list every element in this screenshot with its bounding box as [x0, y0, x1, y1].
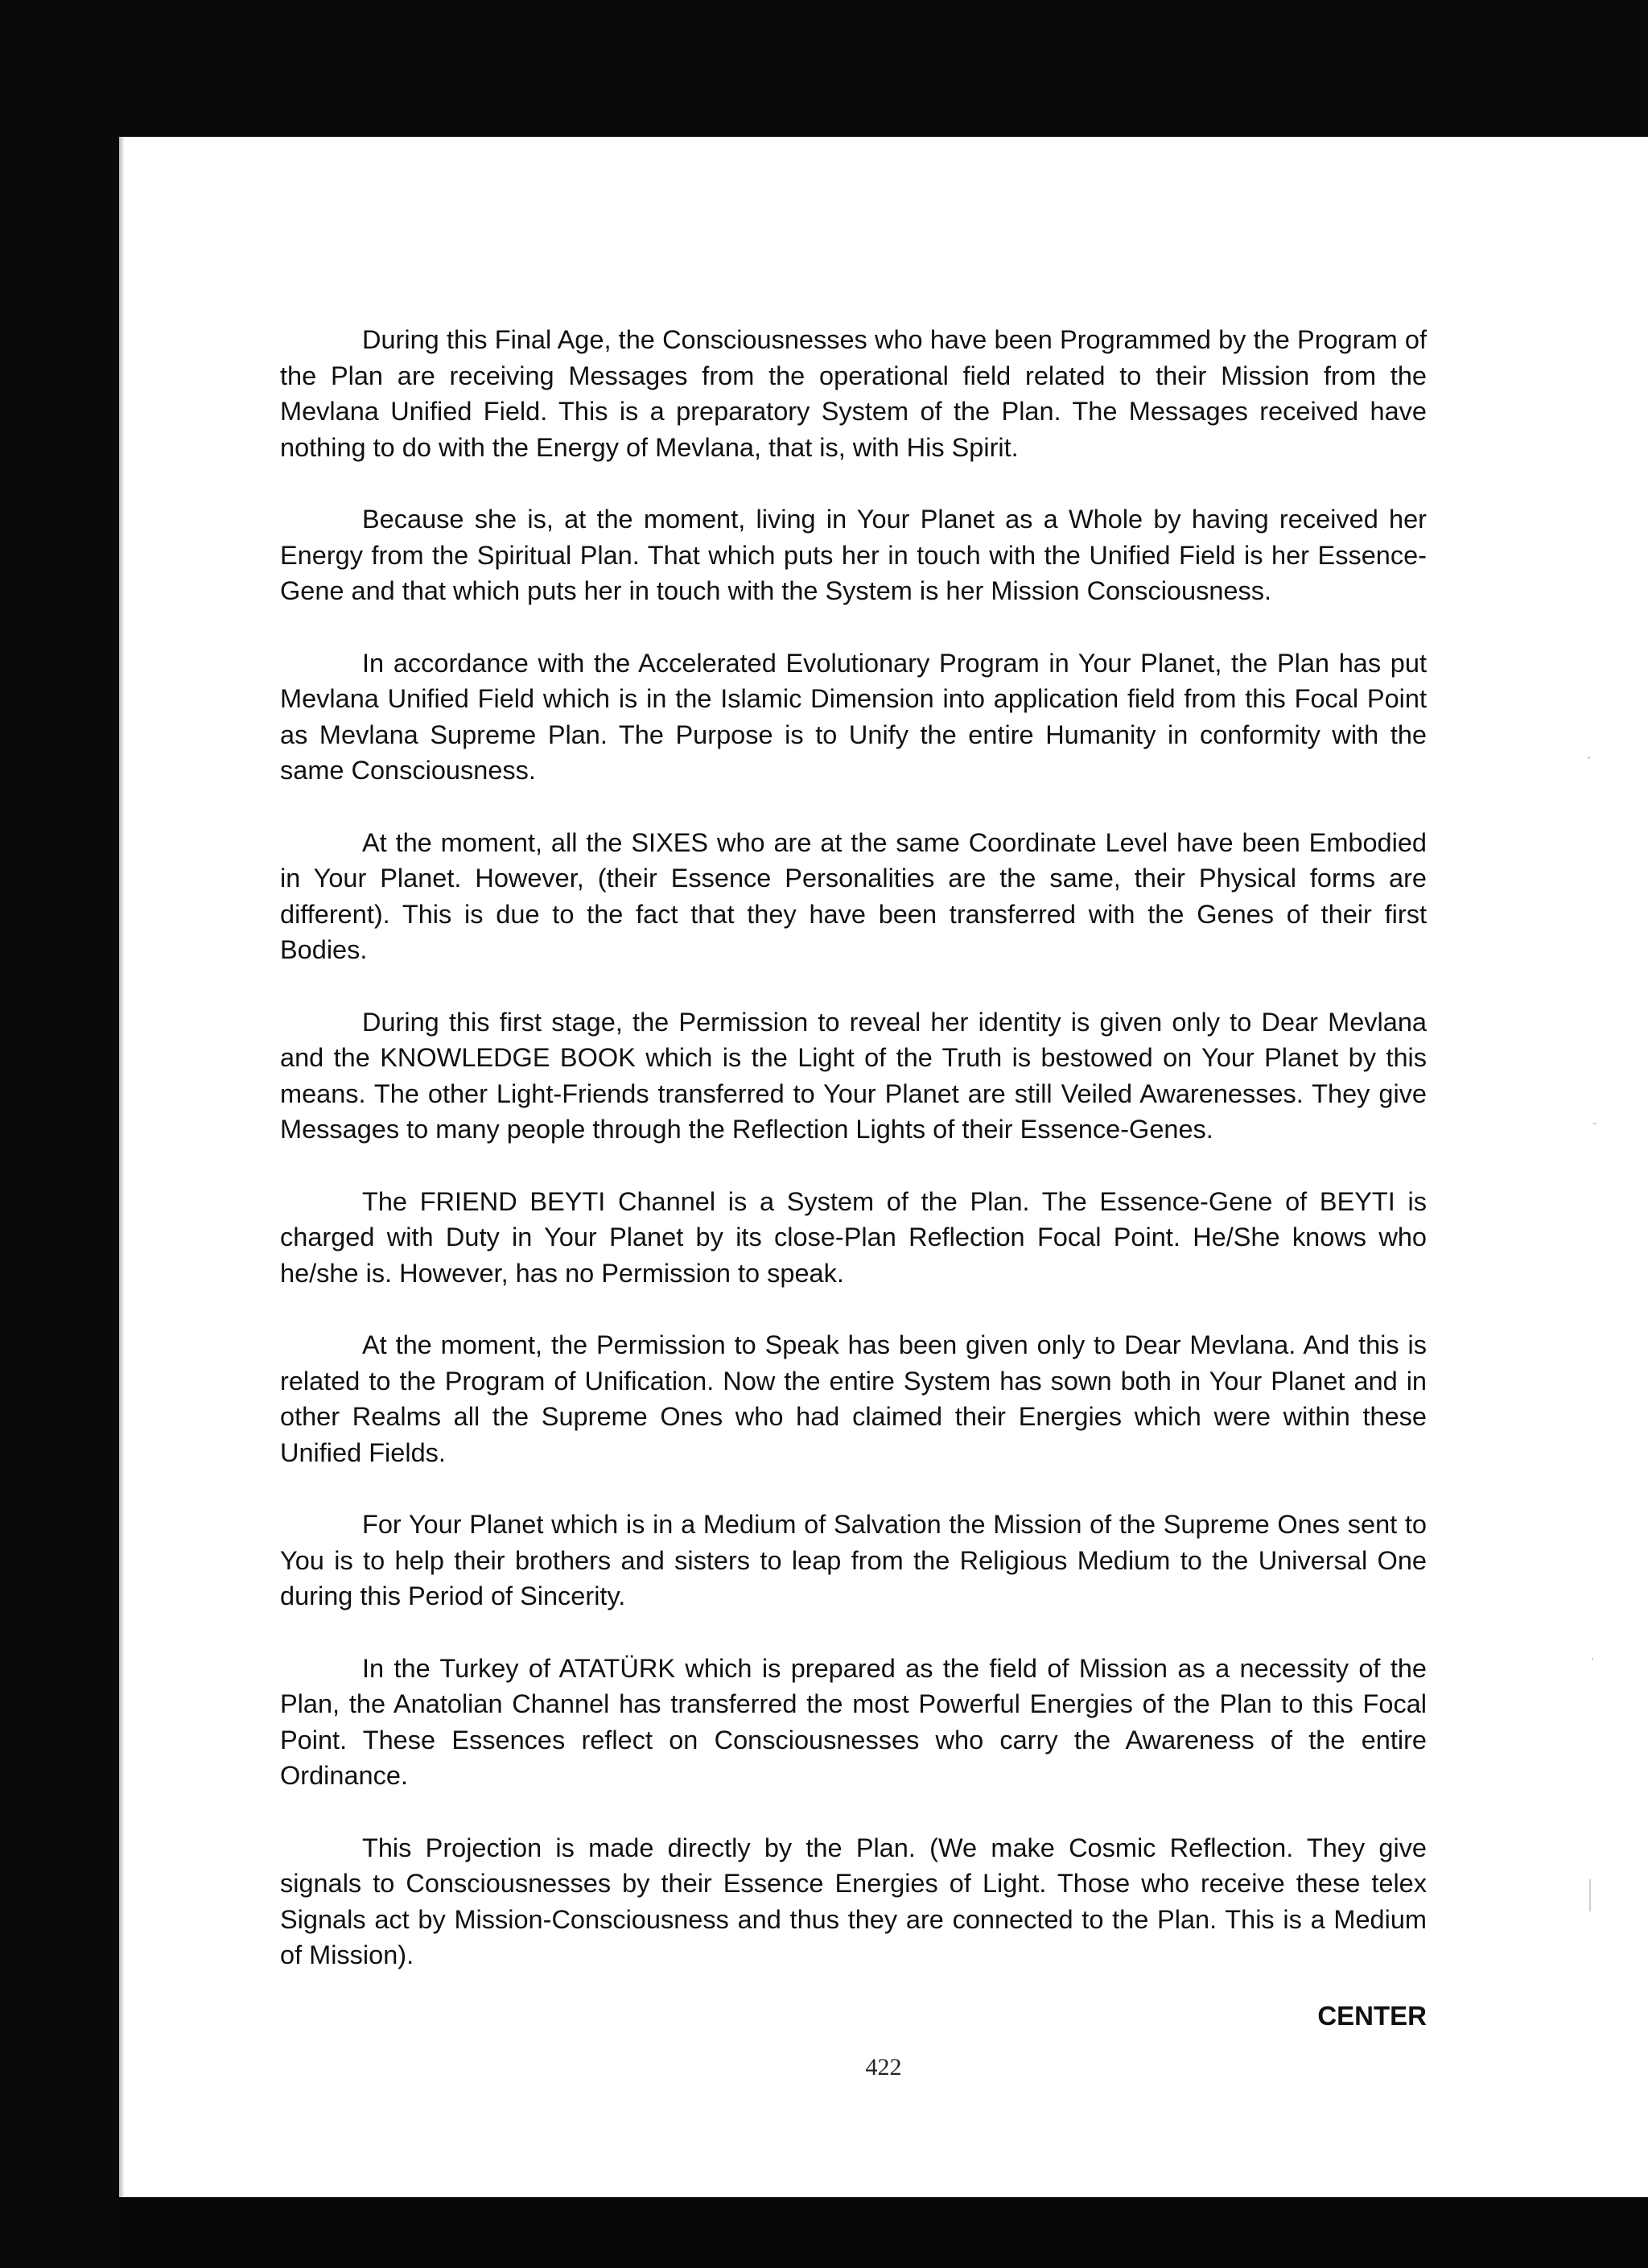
paragraph-5: During this first stage, the Permission to reveal her identity is given only to Dear Mevlana and the KNOWLEDGE BOOK which is the Light of the Truth is bestowed on Your Planet by this means. The other Light-Friends transferred to Your Planet are still Veiled Awarenesses. They give Messages to many people through the Reflection Lights of their Essence-Genes. [280, 1007, 1427, 1144]
paragraph-7: At the moment, the Permission to Speak has been given only to Dear Mevlana. And this is related to the Program of Unification. Now the entire System has sown both in Your Planet and in other Realms all the Supreme Ones who had claimed their Energies which were within these Unified Fields. [280, 1330, 1427, 1467]
page-body [280, 322, 1427, 2034]
scan-speck [1589, 1879, 1591, 1911]
signature: CENTER [1317, 2000, 1427, 2031]
paragraph-3: In accordance with the Accelerated Evolutionary Program in Your Planet, the Plan has put Mevlana Unified Field which is in the Islamic Dimension into application field from this Focal Point as Mevlana Supreme Plan. The Purpose is to Unify the entire Humanity in conformity with the same Consciousness. [280, 648, 1427, 785]
paragraph-4: At the moment, all the SIXES who are at the same Coordinate Level have been Embodied in Your Planet. However, (their Essence Personalities are the same, their Physical forms are different). This is due to the fact that they have been transferred with the Genes of their first Bodies. [280, 827, 1427, 964]
paragraph-9: In the Turkey of ATATÜRK which is prepared as the field of Mission as a necessity of the Plan, the Anatolian Channel has transferred the most Powerful Energies of the Plan to this Focal Point. These Essences reflect on Consciousnesses who carry the Awareness of the entire Ordinance. [280, 1653, 1427, 1790]
paragraph-1: During this Final Age, the Consciousnesses who have been Programmed by the Program of the Plan are receiving Messages from the operational field related to their Mission from the Mevlana Unified Field. This is a preparatory System of the Plan. The Messages received have nothing to do with the Energy of Mevlana, that is, with His Spirit. [280, 325, 1427, 462]
paragraph-6: The FRIEND BEYTI Channel is a System of the Plan. The Essence-Gene of BEYTI is charged with Duty in Your Planet by its close-Plan Reflection Focal Point. He/She knows who he/she is. However, has no Permission to speak. [280, 1186, 1427, 1288]
paragraph-8: For Your Planet which is in a Medium of Salvation the Mission of the Supreme Ones sent to You is to help their brothers and sisters to leap from the Religious Medium to the Universal One during this Period of Sincerity. [280, 1510, 1427, 1610]
paragraph-2: Because she is, at the moment, living in Your Planet as a Whole by having received her Energy from the Spiritual Plan. That which puts her in touch with the Unified Field is her Essence-Gene and that which puts her in touch with the System is her Mission Consciousness. [280, 505, 1427, 605]
scan-bottom-border [119, 2197, 1648, 2268]
scan-speck [1593, 1123, 1596, 1124]
scan-speck [1592, 1658, 1593, 1660]
page-number: 422 [865, 2054, 902, 2080]
scanned-page [119, 137, 1648, 2197]
page-binding-edge [119, 137, 124, 2197]
scan-speck [1588, 757, 1590, 759]
paragraph-10: This Projection is made directly by the Plan. (We make Cosmic Reflection. They give signals to Consciousnesses by their Essence Energies of Light. Those who receive these telex Signals act by Mission-Consciousness and thus they are connected to the Plan. This is a Medium of Mission). [280, 1833, 1427, 1969]
